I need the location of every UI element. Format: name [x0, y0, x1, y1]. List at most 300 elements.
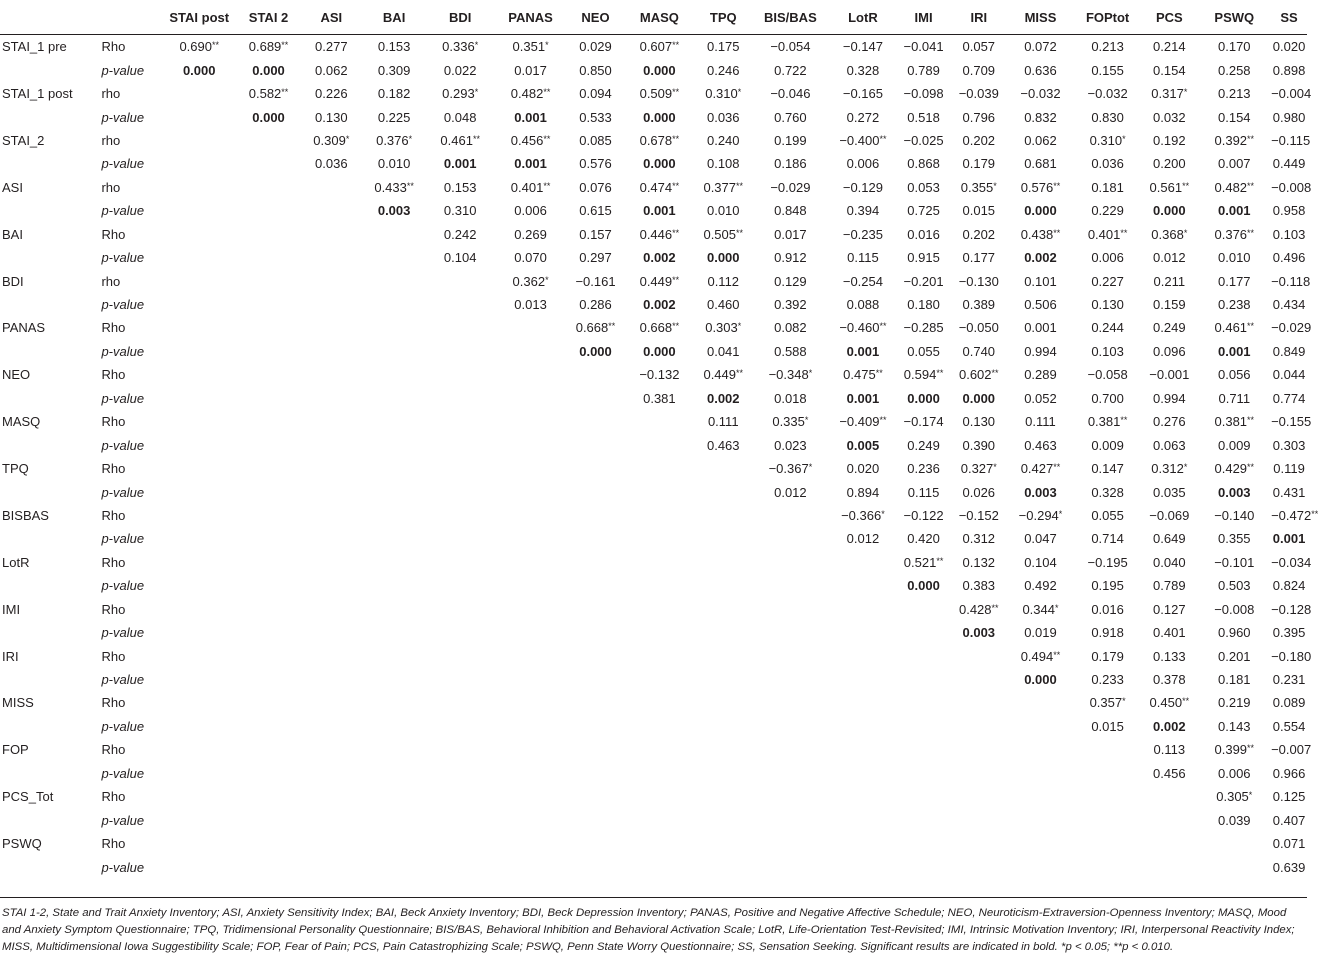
cell-value: 0.177 [962, 250, 996, 266]
table-cell [896, 199, 950, 222]
table-row [0, 621, 1307, 644]
table-cell [951, 35, 1007, 59]
cell-value: 0.383 [962, 578, 996, 594]
table-cell [1007, 480, 1074, 503]
row-variable-label: IRI [2, 648, 19, 664]
cell-value: 0.020 [1272, 39, 1306, 55]
significance-marker: ** [1247, 462, 1255, 473]
cell-value: 0.225 [377, 109, 411, 125]
table-cell [494, 621, 568, 644]
cell-value: 0.112 [707, 273, 740, 289]
table-cell [567, 808, 623, 831]
table-cell [362, 527, 427, 550]
column-header: MISS [1024, 9, 1057, 25]
table-cell [494, 246, 568, 269]
table-cell [951, 644, 1007, 667]
significance-marker: ** [472, 133, 480, 144]
table-cell [494, 129, 568, 152]
table-cell [362, 152, 427, 175]
cell-value: 0.181 [1091, 179, 1124, 195]
table-body [0, 35, 1318, 879]
row-statistic-label: p-value [101, 531, 145, 547]
table-cell [301, 738, 362, 761]
table-cell [695, 644, 751, 667]
table-cell [567, 410, 623, 433]
cell-value: −0.129 [842, 179, 883, 195]
table-cell [236, 715, 301, 738]
significance-marker: ** [1247, 415, 1255, 426]
cell-value: 0.518 [907, 109, 940, 125]
table-cell [624, 316, 695, 339]
table-cell [1197, 691, 1271, 714]
cell-value: −0.046 [770, 86, 811, 102]
table-cell [1074, 152, 1141, 175]
table-cell [695, 457, 751, 480]
cell-value: 0.509 [639, 86, 673, 102]
table-cell [1141, 223, 1197, 246]
cell-value: 0.868 [907, 156, 940, 172]
table-cell [162, 762, 236, 785]
significance-marker: * [1122, 696, 1126, 707]
table-cell [1141, 480, 1197, 503]
table-cell [695, 316, 751, 339]
table-cell [1007, 551, 1074, 574]
table-cell [427, 832, 494, 855]
table-cell [301, 644, 362, 667]
table-cell [567, 246, 623, 269]
table-cell [427, 387, 494, 410]
cell-value: 0.506 [1024, 297, 1057, 313]
significance-marker: ** [672, 133, 680, 144]
table-cell [951, 551, 1007, 574]
cell-value: −0.032 [1020, 86, 1061, 102]
table-cell [162, 387, 236, 410]
table-cell [494, 855, 568, 878]
cell-value: 0.201 [1218, 648, 1251, 664]
table-cell [567, 504, 623, 527]
table-cell [427, 457, 494, 480]
table-cell [494, 293, 568, 316]
footnote-sig-level-2: **p < 0.010. [1113, 941, 1174, 953]
table-cell [896, 433, 950, 456]
table-cell [751, 176, 829, 199]
row-statistic-label: Rho [101, 695, 126, 711]
cell-value: 0.057 [962, 39, 996, 55]
cell-value: 0.722 [774, 62, 807, 78]
table-cell [301, 246, 362, 269]
table-cell [1271, 199, 1307, 222]
cell-value: 0.082 [774, 320, 807, 336]
table-cell [951, 387, 1007, 410]
significance-marker: ** [1182, 696, 1190, 707]
table-cell [1141, 293, 1197, 316]
table-cell [362, 340, 427, 363]
row-variable-label [0, 527, 97, 550]
table-cell [362, 387, 427, 410]
table-cell [301, 58, 362, 81]
cell-value: 0.063 [1153, 437, 1186, 453]
cell-value-significant: 0.001 [846, 390, 880, 406]
table-cell [236, 105, 301, 128]
table-cell [751, 738, 829, 761]
table-cell [951, 668, 1007, 691]
table-cell [896, 832, 950, 855]
table-cell [1141, 129, 1197, 152]
table-cell [624, 738, 695, 761]
cell-value: 0.690 [179, 39, 212, 55]
table-cell [427, 762, 494, 785]
cell-value-significant: 0.000 [706, 250, 740, 266]
table-cell [427, 644, 494, 667]
table-row [0, 715, 1307, 738]
table-cell [751, 410, 829, 433]
table-row [0, 691, 1307, 714]
cell-value-significant: 0.001 [1218, 343, 1251, 359]
table-cell [951, 316, 1007, 339]
row-variable-label [0, 387, 97, 410]
table-row [0, 293, 1307, 316]
cell-value: 0.980 [1272, 109, 1306, 125]
table-cell [1197, 855, 1271, 878]
row-variable-label: STAI_1 pre [2, 39, 67, 55]
table-cell [1074, 691, 1141, 714]
table-cell [695, 129, 751, 152]
table-cell [695, 715, 751, 738]
cell-value: 0.219 [1218, 695, 1251, 711]
table-cell [1271, 855, 1307, 878]
table-cell [494, 457, 568, 480]
table-cell [1197, 457, 1271, 480]
table-cell [1074, 340, 1141, 363]
significance-marker: ** [936, 555, 944, 566]
table-cell [236, 293, 301, 316]
table-cell [624, 152, 695, 175]
table-cell [751, 527, 829, 550]
table-cell [1271, 832, 1307, 855]
table-cell [951, 621, 1007, 644]
table-cell [1007, 246, 1074, 269]
table-cell [896, 223, 950, 246]
table-cell [1007, 316, 1074, 339]
table-cell [896, 551, 950, 574]
table-cell [624, 340, 695, 363]
row-variable-label [0, 715, 97, 738]
table-cell [1141, 199, 1197, 222]
table-cell [1197, 621, 1271, 644]
significance-marker: * [1183, 87, 1188, 98]
table-cell [427, 246, 494, 269]
cell-value-significant: 0.000 [907, 390, 940, 406]
table-cell [624, 715, 695, 738]
cell-value: −0.029 [1271, 320, 1312, 336]
cell-value: 0.310 [705, 86, 738, 102]
table-row [0, 738, 1307, 761]
table-cell [751, 152, 829, 175]
table-cell [829, 223, 896, 246]
cell-value: 0.132 [962, 554, 996, 570]
cell-value: 0.594 [903, 367, 937, 383]
table-cell [896, 527, 950, 550]
table-cell [236, 808, 301, 831]
row-statistic-label: p-value [101, 625, 145, 641]
row-statistic-label: Rho [101, 507, 126, 523]
cell-value: 0.006 [514, 203, 547, 219]
cell-value: 0.072 [1024, 39, 1057, 55]
table-cell [1007, 691, 1074, 714]
table-cell [695, 527, 751, 550]
table-cell [162, 316, 236, 339]
table-cell [1074, 480, 1141, 503]
table-cell [494, 715, 568, 738]
column-header: BIS/BAS [764, 9, 817, 25]
table-cell [751, 598, 829, 621]
table-cell [829, 621, 896, 644]
cell-value: 0.089 [1272, 695, 1306, 711]
cell-value-significant: 0.000 [907, 578, 940, 594]
significance-marker: ** [879, 321, 887, 332]
table-cell [1271, 691, 1307, 714]
table-cell [301, 223, 362, 246]
table-row [0, 363, 1307, 386]
cell-value: 0.249 [907, 437, 940, 453]
table-cell [829, 762, 896, 785]
cell-value: 0.966 [1272, 765, 1306, 781]
significance-marker: * [474, 40, 479, 51]
cell-value: 0.554 [1272, 718, 1306, 734]
cell-value: −0.101 [1214, 554, 1255, 570]
column-header: TPQ [709, 9, 737, 25]
table-cell [1141, 644, 1197, 667]
table-cell [951, 832, 1007, 855]
table-cell [1007, 762, 1074, 785]
table-cell [427, 199, 494, 222]
table-cell [951, 855, 1007, 878]
table-cell [624, 691, 695, 714]
significance-marker: ** [879, 415, 887, 426]
table-cell [624, 223, 695, 246]
cell-value: 0.238 [1218, 297, 1251, 313]
significance-marker: ** [212, 40, 220, 51]
cell-value: 0.012 [846, 531, 880, 547]
significance-marker: ** [1247, 743, 1255, 754]
cell-value: 0.244 [1091, 320, 1124, 336]
table-cell [829, 293, 896, 316]
table-row [0, 598, 1307, 621]
table-cell [896, 363, 950, 386]
table-cell [1197, 808, 1271, 831]
table-cell [162, 785, 236, 808]
table-cell [362, 457, 427, 480]
cell-value: 0.154 [1218, 109, 1251, 125]
table-cell [1141, 246, 1197, 269]
table-cell [695, 269, 751, 292]
table-cell [162, 668, 236, 691]
cell-value: 0.312 [962, 531, 996, 547]
cell-value-significant: 0.002 [1024, 250, 1057, 266]
table-cell [494, 387, 568, 410]
cell-value: −0.058 [1087, 367, 1128, 383]
table-cell [951, 340, 1007, 363]
table-cell [1197, 35, 1271, 59]
table-cell [362, 199, 427, 222]
row-variable-label: BDI [2, 273, 24, 289]
cell-value-significant: 0.001 [643, 203, 676, 219]
table-cell [362, 363, 427, 386]
table-row [0, 480, 1307, 503]
table-cell [567, 223, 623, 246]
table-cell [494, 269, 568, 292]
row-statistic-label: Rho [101, 320, 126, 336]
table-cell [951, 433, 1007, 456]
table-cell [751, 715, 829, 738]
table-cell [1197, 387, 1271, 410]
cell-value: −0.128 [1271, 601, 1312, 617]
table-cell [567, 574, 623, 597]
cell-value: −0.029 [770, 179, 811, 195]
cell-value: 0.328 [846, 62, 880, 78]
cell-value: 0.088 [846, 297, 880, 313]
table-cell [1197, 176, 1271, 199]
table-cell [951, 82, 1007, 105]
table-cell [162, 269, 236, 292]
table-cell [236, 316, 301, 339]
cell-value: 0.689 [248, 39, 282, 55]
table-cell [236, 387, 301, 410]
table-cell [301, 176, 362, 199]
significance-marker: ** [1247, 227, 1255, 238]
row-statistic-label: Rho [101, 226, 126, 242]
table-cell [695, 738, 751, 761]
cell-value: 0.258 [1218, 62, 1251, 78]
row-variable-label: BISBAS [2, 507, 49, 523]
table-cell [951, 223, 1007, 246]
significance-marker: ** [936, 368, 944, 379]
cell-value-significant: 0.002 [643, 250, 676, 266]
table-cell [494, 105, 568, 128]
table-cell [1197, 340, 1271, 363]
table-cell [1197, 316, 1271, 339]
cell-value: 0.143 [1218, 718, 1251, 734]
table-cell [1074, 246, 1141, 269]
cell-value: 0.022 [443, 62, 477, 78]
table-cell [301, 316, 362, 339]
table-row [0, 574, 1307, 597]
cell-value: 0.394 [846, 203, 880, 219]
cell-value: 0.009 [1091, 437, 1124, 453]
table-cell [1007, 58, 1074, 81]
table-cell [301, 129, 362, 152]
table-cell [427, 527, 494, 550]
table-cell [1074, 316, 1141, 339]
cell-value: 0.427 [1020, 461, 1054, 477]
table-cell [1197, 738, 1271, 761]
cell-value: 0.576 [579, 156, 612, 172]
cell-value: 0.496 [1272, 250, 1306, 266]
cell-value: 0.076 [579, 179, 612, 195]
table-cell [1271, 340, 1307, 363]
table-cell [1197, 246, 1271, 269]
table-cell [236, 551, 301, 574]
table-cell [1271, 574, 1307, 597]
table-cell [1197, 223, 1271, 246]
significance-marker: ** [672, 274, 680, 285]
table-cell [427, 340, 494, 363]
row-statistic-label: p-value [101, 109, 145, 125]
cell-value: 0.055 [1091, 507, 1124, 523]
table-cell [427, 551, 494, 574]
table-header-row [0, 0, 1307, 35]
cell-value: 0.200 [1153, 156, 1186, 172]
cell-value: 0.503 [1218, 578, 1251, 594]
table-cell [1141, 598, 1197, 621]
table-cell [829, 269, 896, 292]
table-cell [362, 504, 427, 527]
cell-value: −0.032 [1087, 86, 1128, 102]
table-cell [236, 832, 301, 855]
cell-value: 0.725 [907, 203, 940, 219]
table-cell [427, 480, 494, 503]
cell-value: −0.130 [958, 273, 999, 289]
table-cell [567, 855, 623, 878]
cell-value: 0.381 [1087, 414, 1121, 430]
cell-value: 0.355 [1218, 531, 1251, 547]
table-row [0, 82, 1307, 105]
cell-value: 0.016 [1091, 601, 1124, 617]
table-cell [1271, 480, 1307, 503]
row-variable-label [0, 621, 97, 644]
table-cell [896, 316, 950, 339]
table-cell [301, 35, 362, 59]
cell-value-significant: 0.000 [252, 62, 285, 78]
table-cell [362, 129, 427, 152]
table-cell [1271, 621, 1307, 644]
table-cell [1271, 457, 1307, 480]
significance-marker: ** [672, 321, 680, 332]
cell-value: 0.104 [1024, 554, 1057, 570]
table-cell [1197, 762, 1271, 785]
table-cell [1271, 293, 1307, 316]
table-cell [624, 82, 695, 105]
table-cell [427, 58, 494, 81]
cell-value: −0.122 [903, 507, 944, 523]
cell-value: 0.012 [1153, 250, 1186, 266]
table-cell [829, 738, 896, 761]
cell-value: 0.277 [315, 39, 348, 55]
table-cell [1141, 316, 1197, 339]
table-cell [1197, 129, 1271, 152]
cell-value: 0.062 [315, 62, 348, 78]
cell-value: −0.180 [1271, 648, 1312, 664]
row-variable-label: MISS [2, 695, 34, 711]
table-cell [896, 621, 950, 644]
cell-value: 0.582 [248, 86, 282, 102]
table-cell [896, 598, 950, 621]
table-cell [236, 504, 301, 527]
significance-marker: ** [736, 227, 744, 238]
cell-value: 0.376 [1214, 226, 1248, 242]
table-cell [896, 668, 950, 691]
cell-value: 0.377 [703, 179, 737, 195]
table-cell [829, 644, 896, 667]
table-cell [301, 691, 362, 714]
row-statistic-label: p-value [101, 765, 145, 781]
table-cell [236, 598, 301, 621]
cell-value: 0.636 [1024, 62, 1057, 78]
table-cell [301, 269, 362, 292]
row-statistic-label: p-value [101, 390, 145, 406]
table-cell [1141, 715, 1197, 738]
table-row [0, 785, 1307, 808]
